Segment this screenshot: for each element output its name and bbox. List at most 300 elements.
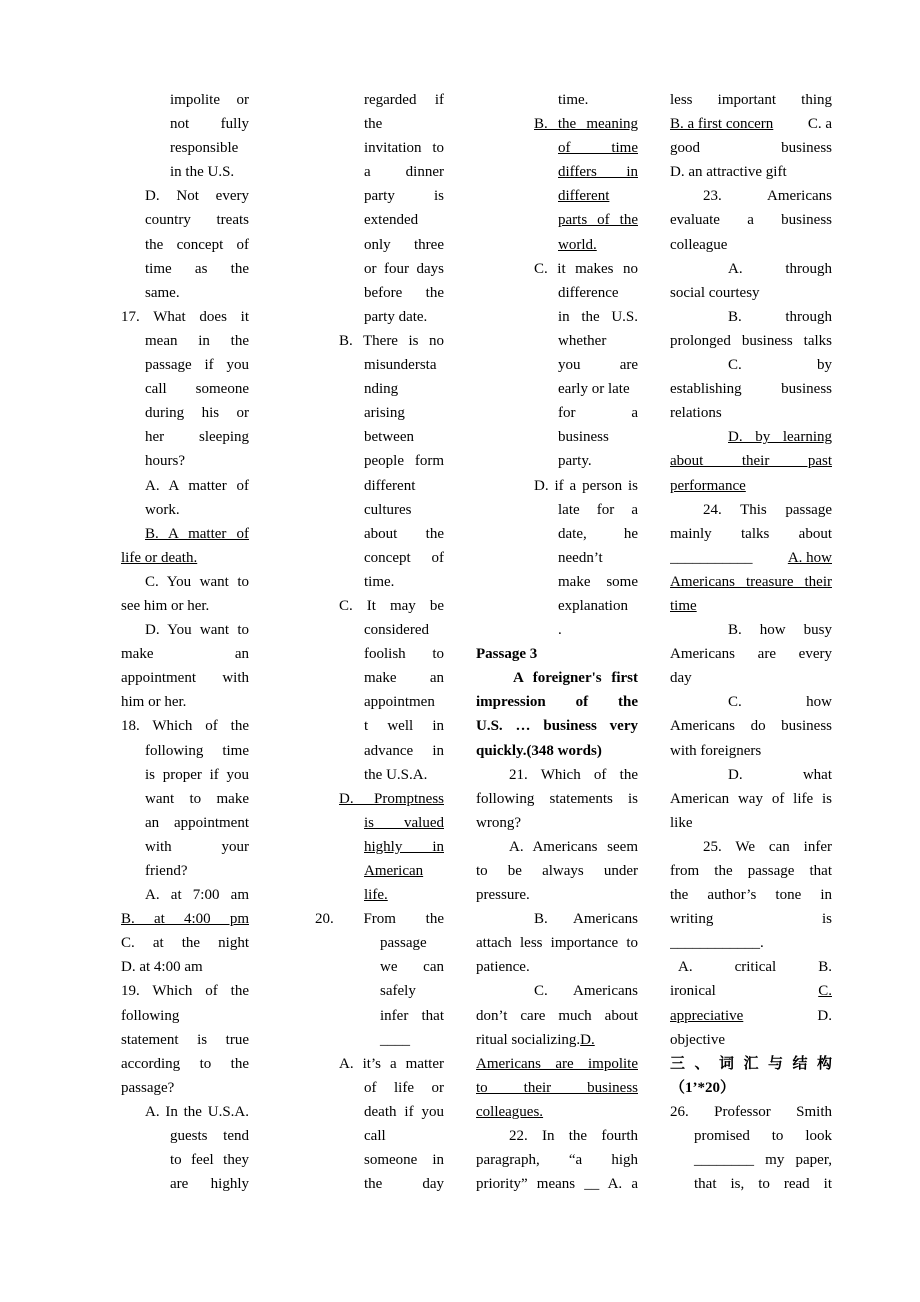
line-text: to be always under — [476, 863, 638, 879]
text-line — [476, 401, 638, 425]
text-line — [670, 787, 832, 811]
text-line — [476, 690, 638, 714]
text-line — [476, 184, 638, 208]
line-text: D. You want to — [145, 622, 249, 639]
line-text: needn’t — [558, 549, 603, 566]
text-line — [121, 353, 249, 377]
line-text: D. what — [728, 766, 832, 783]
line-text: make an — [121, 646, 249, 663]
text-line — [315, 522, 444, 546]
line-text: A. Americans seem — [509, 838, 638, 855]
line-text: 21. Which of the — [509, 766, 638, 783]
line-text: promised to look — [694, 1128, 832, 1145]
text-line — [315, 1028, 444, 1052]
text-line — [121, 690, 249, 714]
line-text: D. at 4:00 am — [121, 959, 203, 976]
text-line — [670, 160, 832, 184]
line-text: A. A matter of — [145, 477, 249, 494]
line-text: colleagues. — [476, 1103, 544, 1120]
line-text: safely — [380, 983, 416, 1000]
text-line — [315, 931, 444, 955]
line-text: following statements is — [476, 790, 638, 807]
text-line — [670, 690, 832, 714]
line-text: considered — [364, 622, 429, 639]
text-line — [121, 233, 249, 257]
line-text: 20. From the — [315, 911, 444, 928]
text-line — [315, 763, 444, 787]
line-text: wrong? — [476, 814, 521, 831]
line-text: ___________ — [670, 549, 753, 566]
line-text: ____ — [380, 1031, 410, 1048]
text-line — [476, 1124, 638, 1148]
line-text: misundersta — [364, 357, 437, 374]
line-text: less important thing — [670, 92, 832, 108]
text-line — [476, 112, 638, 136]
line-text: friend? — [145, 863, 188, 879]
line-text: the day — [364, 1176, 444, 1193]
line-text: the U.S.A. — [364, 766, 428, 783]
line-text: cultures — [364, 501, 412, 518]
line-text: people form — [364, 453, 444, 470]
line-text: time. — [558, 92, 589, 108]
line-text: world. — [558, 236, 597, 253]
text-line — [670, 594, 832, 618]
line-text: ritual socializing. — [476, 1031, 581, 1048]
line-text: we can — [380, 959, 444, 976]
text-line — [670, 883, 832, 907]
text-line — [670, 305, 832, 329]
text-line — [670, 1148, 832, 1172]
text-line — [315, 498, 444, 522]
line-text: appreciative — [670, 1007, 744, 1024]
line-text: the author’s tone in — [670, 887, 832, 904]
line-text: business — [558, 429, 609, 446]
text-line — [670, 979, 832, 1003]
line-text: C. It may be — [339, 597, 444, 614]
text-line — [476, 907, 638, 931]
line-text: for a — [558, 405, 638, 422]
text-line — [670, 1004, 832, 1028]
line-text: D. if a person is — [534, 477, 638, 494]
line-text: call someone — [145, 381, 249, 398]
text-line — [315, 136, 444, 160]
line-text: that is, to read it — [694, 1176, 832, 1193]
line-text: ____________. — [670, 935, 764, 952]
text-line — [121, 1052, 249, 1076]
line-text: B. Americans — [534, 911, 638, 928]
text-line — [315, 1076, 444, 1100]
text-line — [121, 811, 249, 835]
text-line — [476, 955, 638, 979]
line-text: with your — [145, 838, 249, 855]
line-text: invitation to — [364, 140, 444, 157]
line-text: from the passage that — [670, 863, 832, 879]
line-text: patience. — [476, 959, 530, 976]
line-text: C. by — [728, 357, 832, 374]
line-text: party date. — [364, 308, 428, 325]
text-line — [121, 88, 249, 112]
line-text: are highly — [170, 1176, 249, 1193]
line-text: in the U.S. — [558, 308, 638, 325]
text-line — [121, 208, 249, 232]
text-line — [670, 931, 832, 955]
text-line — [476, 305, 638, 329]
text-line — [670, 474, 832, 498]
line-text: differs in — [558, 164, 638, 181]
text-line — [121, 184, 249, 208]
line-text: C. You want to — [145, 573, 249, 590]
text-line — [121, 474, 249, 498]
text-line — [670, 546, 832, 570]
line-text: of time — [558, 140, 638, 157]
line-tail-text: D. — [580, 1031, 595, 1048]
text-line — [476, 474, 638, 498]
line-text: mean in the — [145, 332, 249, 349]
text-line — [670, 329, 832, 353]
text-column-1 — [121, 88, 249, 1196]
line-text: whether — [558, 332, 607, 349]
text-line — [121, 955, 249, 979]
line-text: impression of the — [476, 694, 638, 711]
text-line — [315, 377, 444, 401]
line-text: someone in — [364, 1152, 444, 1169]
line-text: objective — [670, 1031, 725, 1048]
text-line — [121, 931, 249, 955]
line-text: evaluate a business — [670, 212, 832, 229]
text-line — [121, 618, 249, 642]
line-text: A foreigner's first — [513, 670, 638, 687]
line-text: impolite or — [170, 92, 249, 108]
line-text: 18. Which of the — [121, 718, 249, 735]
text-line — [476, 136, 638, 160]
text-line — [670, 835, 832, 859]
line-text: relations — [670, 405, 722, 422]
line-text: following — [121, 1007, 180, 1024]
line-text: not fully — [170, 116, 249, 133]
text-line — [476, 859, 638, 883]
text-line — [315, 401, 444, 425]
line-text: arising — [364, 405, 405, 422]
text-line — [315, 1172, 444, 1196]
text-line — [476, 739, 638, 763]
text-line — [670, 1124, 832, 1148]
line-text: C. how — [728, 694, 832, 711]
text-line — [121, 546, 249, 570]
line-text: time. — [364, 573, 395, 590]
text-line — [315, 184, 444, 208]
text-line — [121, 570, 249, 594]
line-text: U.S. … business very — [476, 718, 638, 735]
line-text: 24. This passage — [703, 501, 832, 518]
text-line — [121, 763, 249, 787]
text-line — [315, 1148, 444, 1172]
line-text: guests tend — [170, 1128, 249, 1145]
text-line — [315, 859, 444, 883]
line-text: Americans are every — [670, 646, 832, 663]
line-text: C. Americans — [534, 983, 638, 1000]
text-line — [670, 907, 832, 931]
text-line — [670, 859, 832, 883]
line-text: paragraph, “a high — [476, 1152, 638, 1169]
text-line — [315, 1004, 444, 1028]
line-text: B. through — [728, 308, 832, 325]
line-text: death if you — [364, 1103, 444, 1120]
text-line — [121, 1124, 249, 1148]
line-text: B. There is no — [339, 332, 444, 349]
text-line — [121, 859, 249, 883]
line-text: quickly.(348 words) — [476, 742, 602, 759]
line-text: parts of the — [558, 212, 638, 229]
line-text: don’t care much about — [476, 1007, 638, 1024]
text-line — [315, 425, 444, 449]
line-text: early or late — [558, 381, 630, 398]
line-text: D. by learning — [728, 429, 832, 446]
text-line — [476, 498, 638, 522]
line-text: life or death. — [121, 549, 198, 566]
text-line — [476, 618, 638, 642]
line-text: hours? — [145, 453, 185, 470]
text-line — [476, 1052, 638, 1076]
text-line — [670, 233, 832, 257]
text-line — [476, 1076, 638, 1100]
text-line — [476, 377, 638, 401]
text-line — [670, 1052, 832, 1076]
line-text: to feel they — [170, 1152, 249, 1169]
text-line — [121, 522, 249, 546]
text-line — [670, 184, 832, 208]
text-line — [121, 666, 249, 690]
line-text: 23. Americans — [703, 188, 832, 205]
text-line — [315, 618, 444, 642]
text-line — [476, 931, 638, 955]
text-line — [476, 1004, 638, 1028]
text-line — [476, 233, 638, 257]
text-line — [670, 739, 832, 763]
line-text: establishing business — [670, 381, 832, 398]
text-line — [315, 353, 444, 377]
line-text: A. critical B. — [678, 959, 832, 976]
line-text: about the — [364, 525, 444, 542]
line-text: according to the — [121, 1055, 249, 1072]
line-text: 22. In the fourth — [509, 1128, 638, 1145]
text-line — [670, 353, 832, 377]
line-text: like — [670, 814, 693, 831]
line-text: t well in — [364, 718, 444, 735]
text-line — [476, 763, 638, 787]
line-text: following time — [145, 742, 249, 759]
line-text: highly in — [364, 838, 444, 855]
text-line — [315, 208, 444, 232]
line-text: 25. We can infer — [703, 838, 832, 855]
line-text: B. how busy — [728, 622, 832, 639]
line-text: passage — [380, 935, 427, 952]
line-text: ________ my paper, — [694, 1152, 832, 1169]
text-line — [315, 1052, 444, 1076]
text-line — [121, 498, 249, 522]
text-column-3 — [476, 88, 638, 1196]
text-line — [476, 1028, 638, 1052]
line-text: 17. What does it — [121, 308, 249, 325]
line-text: or four days — [364, 260, 444, 277]
text-line — [315, 979, 444, 1003]
line-text: you are — [558, 357, 638, 374]
text-line — [315, 787, 444, 811]
line-text: in the U.S. — [170, 164, 235, 181]
line-text: B. the meaning — [534, 116, 638, 133]
text-line — [121, 979, 249, 1003]
text-line — [476, 546, 638, 570]
text-line — [315, 739, 444, 763]
text-line — [670, 377, 832, 401]
text-line — [121, 1172, 249, 1196]
line-text: appointment with — [121, 670, 249, 687]
line-text: with foreigners — [670, 742, 762, 759]
line-text: the — [364, 116, 383, 133]
text-line — [670, 618, 832, 642]
line-text: A. it’s a matter — [339, 1055, 444, 1072]
text-line — [476, 281, 638, 305]
line-text: ironical — [670, 983, 716, 1000]
line-text: her sleeping — [145, 429, 249, 446]
line-text: social courtesy — [670, 284, 760, 301]
line-text: writing is — [670, 911, 832, 928]
line-text: different — [364, 477, 416, 494]
line-text: make an — [364, 670, 444, 687]
line-text: advance in — [364, 742, 444, 759]
line-text: call — [364, 1128, 386, 1145]
text-line — [670, 425, 832, 449]
text-line — [476, 88, 638, 112]
line-text: him or her. — [121, 694, 187, 711]
line-text: attach less importance to — [476, 935, 638, 952]
text-line — [121, 1004, 249, 1028]
text-line — [315, 714, 444, 738]
text-line — [121, 160, 249, 184]
text-line — [476, 522, 638, 546]
text-line — [121, 739, 249, 763]
text-line — [315, 88, 444, 112]
text-line — [315, 281, 444, 305]
text-line — [670, 401, 832, 425]
line-text: performance — [670, 477, 746, 494]
line-text: day — [670, 670, 692, 687]
text-line — [670, 136, 832, 160]
text-line — [315, 112, 444, 136]
line-text: 三、词汇与结构 — [670, 1055, 832, 1072]
text-line — [315, 1100, 444, 1124]
text-line — [315, 690, 444, 714]
text-line — [121, 1148, 249, 1172]
text-line — [670, 281, 832, 305]
line-text: A. In the U.S.A. — [145, 1103, 249, 1120]
text-line — [670, 257, 832, 281]
line-text: see him or her. — [121, 597, 210, 614]
line-text: about their past — [670, 453, 832, 470]
text-line — [476, 979, 638, 1003]
text-line — [315, 642, 444, 666]
line-text: regarded if — [364, 92, 444, 108]
text-line — [670, 112, 832, 136]
text-line — [315, 955, 444, 979]
line-text: Passage 3 — [476, 646, 538, 663]
line-text: same. — [145, 284, 180, 301]
text-line — [476, 1148, 638, 1172]
text-line — [670, 714, 832, 738]
text-line — [476, 835, 638, 859]
text-line — [476, 787, 638, 811]
line-text: difference — [558, 284, 619, 301]
line-text: responsible — [170, 140, 239, 157]
text-line — [670, 208, 832, 232]
line-text: concept of — [364, 549, 444, 566]
line-text: party is — [364, 188, 444, 205]
text-line — [476, 425, 638, 449]
line-text: the concept of — [145, 236, 249, 253]
line-text: make some — [558, 573, 638, 590]
line-text: mainly talks about — [670, 525, 832, 542]
text-line — [476, 666, 638, 690]
text-line — [670, 811, 832, 835]
text-line — [121, 835, 249, 859]
text-line — [121, 907, 249, 931]
line-text: priority” means __ A. a — [476, 1176, 638, 1193]
text-line — [315, 907, 444, 931]
text-line — [121, 1100, 249, 1124]
text-line — [476, 160, 638, 184]
line-text: statement is true — [121, 1031, 249, 1048]
line-tail-text: D. — [817, 1007, 832, 1024]
text-line — [476, 594, 638, 618]
line-text: A. through — [728, 260, 832, 277]
line-text: Americans treasure their — [670, 573, 832, 590]
text-line — [670, 642, 832, 666]
text-line — [315, 666, 444, 690]
line-tail-text: C. — [818, 983, 832, 1000]
text-line — [121, 642, 249, 666]
text-line — [121, 377, 249, 401]
text-line — [315, 594, 444, 618]
line-text: colleague — [670, 236, 728, 253]
text-line — [121, 1076, 249, 1100]
line-text: during his or — [145, 405, 249, 422]
text-line — [476, 257, 638, 281]
line-text: date, he — [558, 525, 638, 542]
line-text: is proper if you — [145, 766, 249, 783]
line-tail-text: C. a — [807, 116, 832, 133]
line-text: American way of life is — [670, 790, 832, 807]
line-text: time as the — [145, 260, 249, 277]
line-text: life. — [364, 887, 388, 904]
text-line — [670, 1076, 832, 1100]
text-column-4 — [670, 88, 832, 1196]
text-line — [121, 883, 249, 907]
line-text: pressure. — [476, 887, 530, 904]
line-text: work. — [145, 501, 180, 518]
line-text: foolish to — [364, 646, 444, 663]
line-text: is valued — [364, 814, 444, 831]
text-line — [670, 763, 832, 787]
line-tail-text: A. how — [787, 549, 832, 566]
text-line — [670, 955, 832, 979]
text-line — [670, 449, 832, 473]
text-line — [476, 570, 638, 594]
line-text: passage? — [121, 1079, 175, 1096]
line-text: D. Promptness — [339, 790, 444, 807]
line-text: American — [364, 863, 424, 879]
line-text: before the — [364, 284, 444, 301]
line-text: prolonged business talks — [670, 332, 832, 349]
line-text: 26. Professor Smith — [670, 1103, 832, 1120]
